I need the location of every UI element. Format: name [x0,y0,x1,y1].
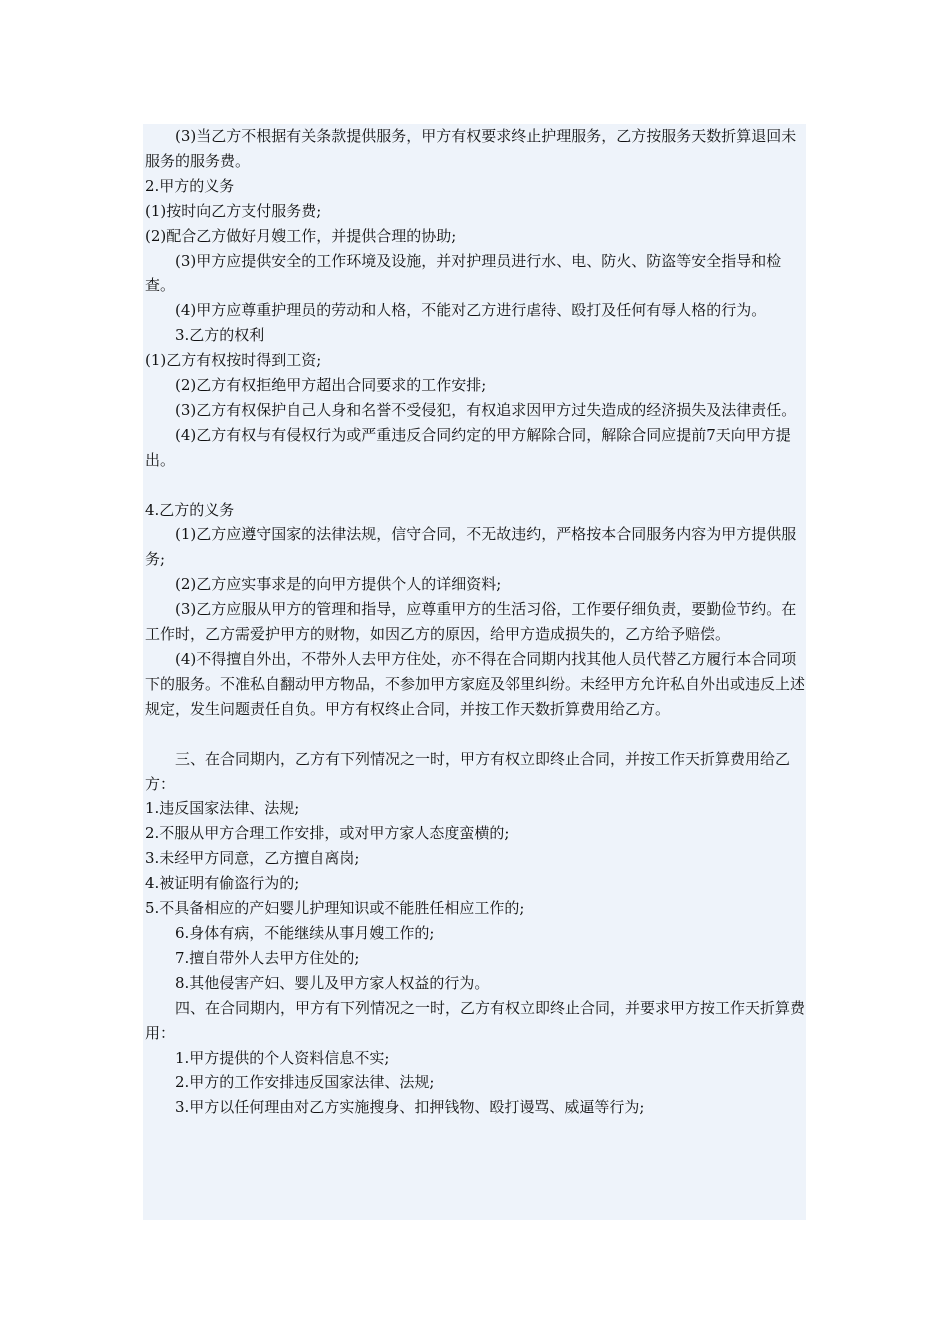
paragraph-party-b-right-3: (3)乙方有权保护自己人身和名誉不受侵犯，有权追求因甲方过失造成的经济损失及法律责任。 [175,400,797,419]
heading-party-b-rights: 3.乙方的权利 [175,326,265,345]
blank-line [145,473,806,498]
section-four-intro: 四、在合同期内，甲方有下列情况之一时，乙方有权立即终止合同，并要求甲方按工作天折算费用： [145,998,806,1042]
section-three-item-7: 7.擅自带外人去甲方住处的; [175,948,360,967]
paragraph-party-b-right-1: (1)乙方有权按时得到工资; [145,351,322,370]
paragraph-party-a-obligation-2: (2)配合乙方做好月嫂工作，并提供合理的协助; [145,226,457,245]
section-three-item-1: 1.违反国家法律、法规; [145,799,300,818]
paragraph-party-a-obligation-4: (4)甲方应尊重护理员的劳动和人格，不能对乙方进行虐待、殴打及任何有辱人格的行为。 [175,301,767,320]
section-three-item-3: 3.未经甲方同意，乙方擅自离岗; [145,849,360,868]
paragraph-party-b-obligation-2: (2)乙方应实事求是的向甲方提供个人的详细资料; [175,575,502,594]
section-four-item-1: 1.甲方提供的个人资料信息不实; [175,1048,390,1067]
section-three-item-2: 2.不服从甲方合理工作安排，或对甲方家人态度蛮横的; [145,824,510,843]
paragraph-party-b-right-2: (2)乙方有权拒绝甲方超出合同要求的工作安排; [175,376,487,395]
paragraph-party-b-obligation-3: (3)乙方应服从甲方的管理和指导，应尊重甲方的生活习俗，工作要仔细负责，要勤俭节约。在工作时，乙方需爱护甲方的财物，如因乙方的原因，给甲方造成损失的，乙方给予赔偿。 [145,600,797,644]
paragraph-party-b-obligation-1: (1)乙方应遵守国家的法律法规，信守合同，不无故违约，严格按本合同服务内容为甲方提供服务; [145,525,797,569]
paragraph-party-a-right-3: (3)当乙方不根据有关条款提供服务，甲方有权要求终止护理服务，乙方按服务天数折算退回未服务的服务费。 [145,127,797,170]
blank-line [145,722,806,747]
section-three-item-4: 4.被证明有偷盗行为的; [145,874,300,893]
section-three-item-8: 8.其他侵害产妇、婴儿及甲方家人权益的行为。 [175,973,490,992]
contract-text-block [143,124,806,1220]
section-four-item-3: 3.甲方以任何理由对乙方实施搜身、扣押钱物、殴打谩骂、威逼等行为; [175,1098,645,1117]
section-three-item-5: 5.不具备相应的产妇婴儿护理知识或不能胜任相应工作的; [145,899,525,918]
paragraph-party-a-obligation-1: (1)按时向乙方支付服务费; [145,201,322,220]
section-three-intro: 三、在合同期内，乙方有下列情况之一时，甲方有权立即终止合同，并按工作天折算费用给乙方： [145,749,791,793]
section-four-item-2: 2.甲方的工作安排违反国家法律、法规; [175,1073,435,1092]
paragraph-party-b-right-4: (4)乙方有权与有侵权行为或严重违反合同约定的甲方解除合同，解除合同应提前7天向甲方提出。 [145,425,791,469]
heading-party-a-obligations: 2.甲方的义务 [145,176,235,195]
section-three-item-6: 6.身体有病，不能继续从事月嫂工作的; [175,923,435,942]
paragraph-party-a-obligation-3: (3)甲方应提供安全的工作环境及设施，并对护理员进行水、电、防火、防盗等安全指导和检查。 [145,251,782,295]
heading-party-b-obligations: 4.乙方的义务 [145,500,235,519]
paragraph-party-b-obligation-4: (4)不得擅自外出，不带外人去甲方住处，亦不得在合同期内找其他人员代替乙方履行本合同项下的服务。不准私自翻动甲方物品，不参加甲方家庭及邻里纠纷。未经甲方允许私自外出或违反上述规定，发生问题责任自负。甲方有权终止合同，并按工作天数折算费用给乙方。 [145,650,806,718]
